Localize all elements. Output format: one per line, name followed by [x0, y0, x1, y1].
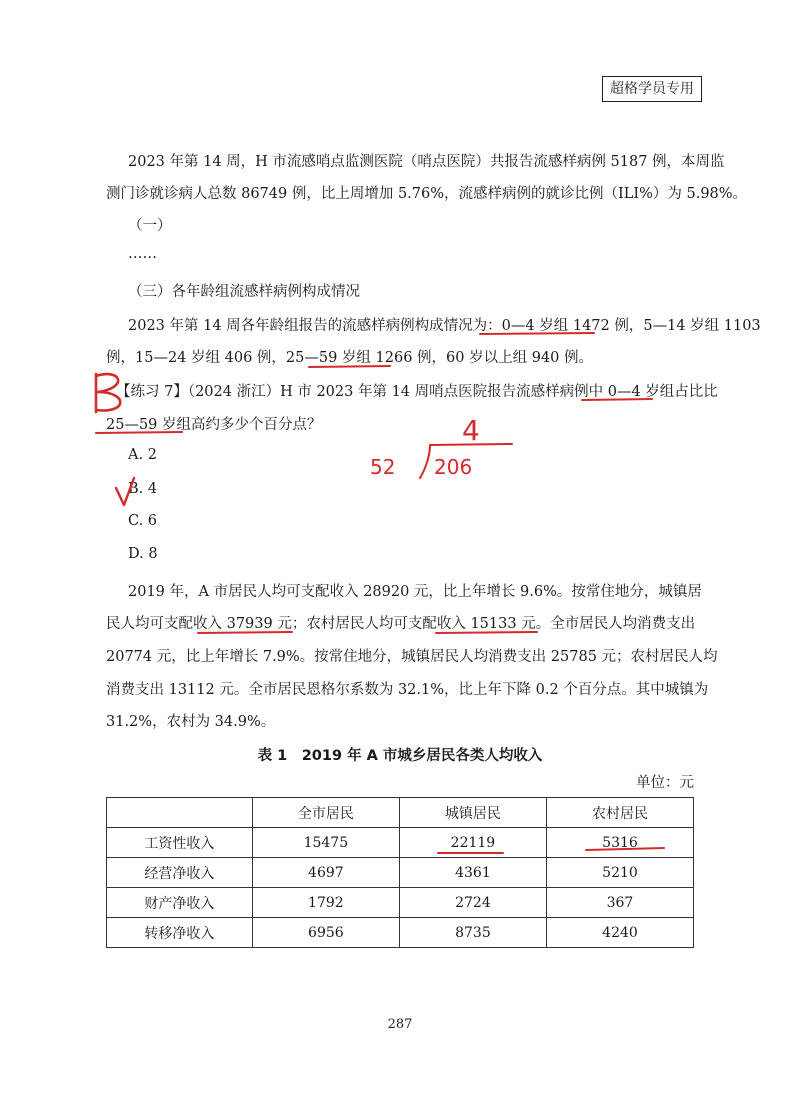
page-number: 287 — [387, 1017, 413, 1032]
paragraph3-line1: 2019 年，A 市居民人均可支配收入 28920 元，比上年增长 9.6%。按常住地分，城镇居 — [128, 584, 702, 600]
option-b: B. 4 — [128, 481, 158, 497]
row-label: 经营净收入 — [107, 858, 253, 888]
table-cell: 4240 — [546, 918, 693, 948]
table-cell: 4361 — [399, 858, 546, 888]
student-only-badge: 超格学员专用 — [602, 76, 702, 102]
table-cell: 367 — [546, 888, 693, 918]
question-line1: 【练习 7】（2024 浙江）H 市 2023 年第 14 周哨点医院报告流感样病例中 0—4 岁组占比比 — [116, 384, 718, 400]
paragraph2-line2: 例，15—24 岁组 406 例，25—59 岁组 1266 例，60 岁以上组 940 例。 — [106, 350, 593, 366]
question-line2: 25—59 岁组高约多少个百分点？ — [106, 417, 322, 433]
table-unit: 单位：元 — [636, 775, 694, 791]
paragraph3-line4: 消费支出 13112 元。全市居民恩格尔系数为 32.1%，比上年下降 0.2 个百分点。其中城镇为 — [106, 682, 709, 698]
option-c: C. 6 — [128, 513, 158, 529]
table-cell: 2724 — [399, 888, 546, 918]
table-cell: 15475 — [252, 828, 399, 858]
table-cell: 8735 — [399, 918, 546, 948]
ellipsis: …… — [128, 246, 157, 262]
division-divisor: 52 — [370, 455, 396, 479]
table-cell: 22119 — [399, 828, 546, 858]
header-rural-residents: 农村居民 — [546, 798, 693, 828]
table-cell: 6956 — [252, 918, 399, 948]
division-dividend: 206 — [434, 455, 473, 479]
table-row — [107, 918, 694, 948]
table-cell: 5316 — [546, 828, 693, 858]
income-table — [106, 797, 694, 948]
header-empty — [107, 798, 253, 828]
table-row — [107, 888, 694, 918]
paragraph1-line2: 测门诊就诊病人总数 86749 例，比上周增加 5.76%，流感样病例的就诊比例（ILI%）为 5.98%。 — [106, 186, 748, 202]
table-cell: 1792 — [252, 888, 399, 918]
section-one-heading: （一） — [128, 218, 172, 234]
paragraph3-line2: 民人均可支配收入 37939 元；农村居民人均可支配收入 15133 元。全市居民人均消费支出 — [106, 616, 696, 632]
paragraph3-line3: 20774 元，比上年增长 7.9%。按常住地分，城镇居民人均消费支出 25785 元；农村居民人均 — [106, 649, 718, 665]
header-urban-residents: 城镇居民 — [399, 798, 546, 828]
table-cell: 4697 — [252, 858, 399, 888]
table-header-row — [107, 798, 694, 828]
header-city-residents: 全市居民 — [252, 798, 399, 828]
table-row — [107, 858, 694, 888]
table-title: 表 1 2019 年 A 市城乡居民各类人均收入 — [257, 748, 543, 764]
option-d: D. 8 — [128, 546, 158, 562]
paragraph1-line1: 2023 年第 14 周，H 市流感哨点监测医院（哨点医院）共报告流感样病例 5187 例，本周监 — [128, 154, 725, 170]
paragraph3-line5: 31.2%，农村为 34.9%。 — [106, 714, 276, 730]
row-label: 工资性收入 — [107, 828, 253, 858]
row-label: 转移净收入 — [107, 918, 253, 948]
table-row — [107, 828, 694, 858]
paragraph2-line1: 2023 年第 14 周各年龄组报告的流感样病例构成情况为：0—4 岁组 1472 例，5—14 岁组 1103 — [128, 318, 761, 334]
section-three-heading: （三）各年龄组流感样病例构成情况 — [128, 284, 360, 300]
division-quotient: 4 — [462, 414, 480, 447]
table-cell: 5210 — [546, 858, 693, 888]
row-label: 财产净收入 — [107, 888, 253, 918]
option-a: A. 2 — [128, 447, 157, 463]
division-bracket — [420, 444, 512, 478]
